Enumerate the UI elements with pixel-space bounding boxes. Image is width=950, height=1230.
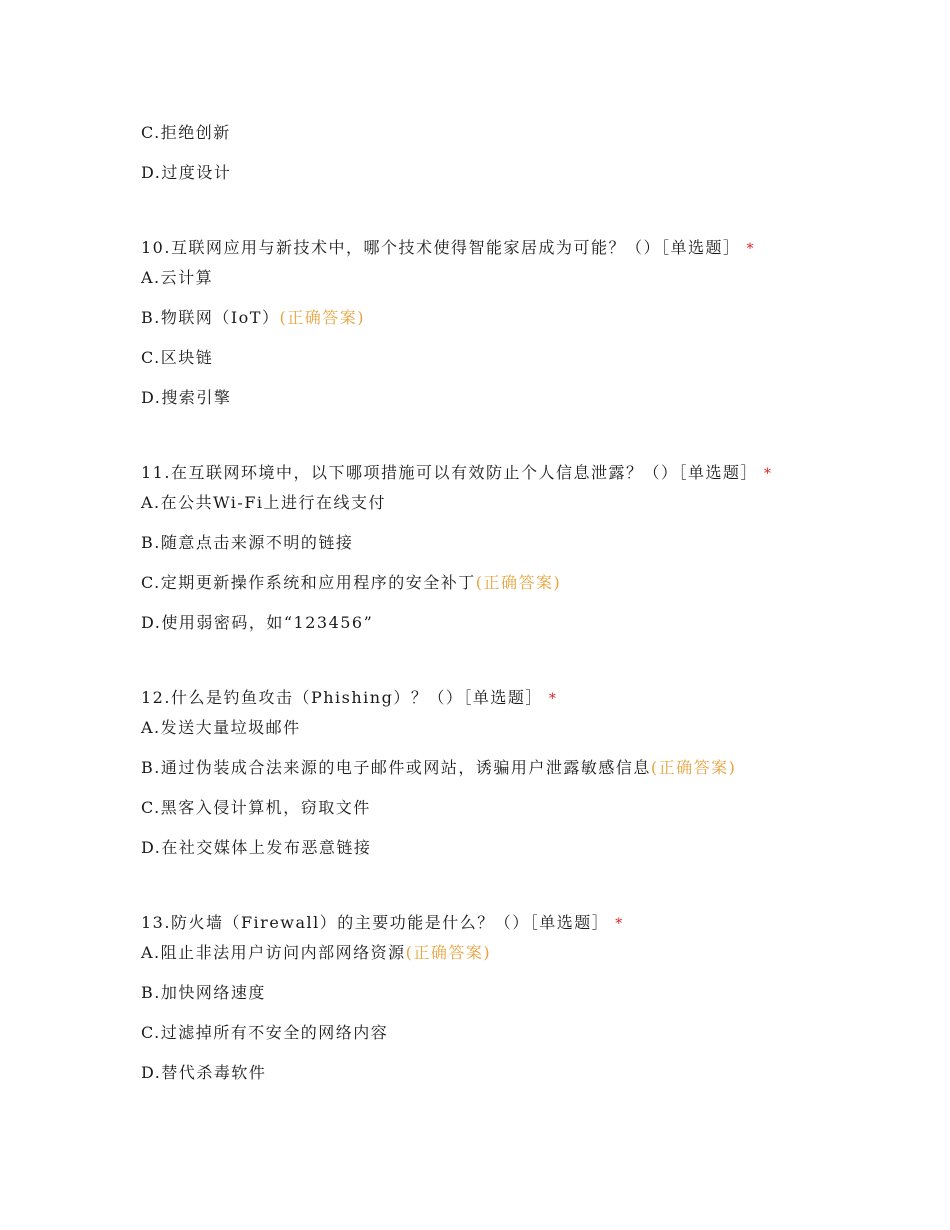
option-text: C.定期更新操作系统和应用程序的安全补丁 <box>141 573 476 592</box>
option-text: A.在公共Wi-Fi上进行在线支付 <box>141 493 387 512</box>
option-line <box>141 837 371 859</box>
required-marker: * <box>615 916 624 932</box>
required-marker: * <box>548 691 558 707</box>
question-text: 13.防火墙（Firewall）的主要功能是什么？（）［单选题］ <box>141 913 610 932</box>
option-text: C.区块链 <box>141 348 214 367</box>
option-line <box>141 717 301 739</box>
option-line <box>141 1022 388 1044</box>
option-text: C.过滤掉所有不安全的网络内容 <box>141 1023 389 1042</box>
option-text: B.通过伪装成合法来源的电子邮件或网站，诱骗用户泄露敏感信息 <box>141 758 651 777</box>
option-text: D.替代杀毒软件 <box>141 1063 267 1082</box>
question-title <box>141 462 772 485</box>
option-text: D.在社交媒体上发布恶意链接 <box>141 838 372 857</box>
option-line <box>141 347 213 369</box>
correct-answer-tag: (正确答案) <box>405 943 492 962</box>
question-text: 10.互联网应用与新技术中，哪个技术使得智能家居成为可能？（）［单选题］ <box>141 238 741 257</box>
option-line <box>141 572 561 594</box>
option-line <box>141 122 231 144</box>
option-line <box>141 492 386 514</box>
option-line <box>141 532 353 554</box>
correct-answer-tag: (正确答案) <box>475 573 562 592</box>
option-line <box>141 757 736 779</box>
option-text: D.使用弱密码，如“123456” <box>141 613 374 632</box>
option-line <box>141 307 365 329</box>
option-line <box>141 162 231 184</box>
required-marker: * <box>746 241 755 257</box>
question-title <box>141 687 557 710</box>
question-title <box>141 237 755 260</box>
option-text: B.物联网（IoT） <box>141 308 280 327</box>
option-text: A.发送大量垃圾邮件 <box>141 718 301 737</box>
option-line <box>141 1062 266 1084</box>
option-line <box>141 267 213 289</box>
option-text: D.过度设计 <box>141 163 232 182</box>
question-text: 12.什么是钓鱼攻击（Phishing）？（）［单选题］ <box>141 688 543 707</box>
question-text: 11.在互联网环境中，以下哪项措施可以有效防止个人信息泄露？（）［单选题］ <box>141 463 758 482</box>
option-text: A.云计算 <box>141 268 214 287</box>
option-line <box>141 387 231 409</box>
option-text: C.拒绝创新 <box>141 123 231 142</box>
option-line <box>141 612 373 634</box>
option-text: B.加快网络速度 <box>141 983 266 1002</box>
option-line <box>141 797 371 819</box>
correct-answer-tag: (正确答案) <box>279 308 365 327</box>
option-text: D.搜索引擎 <box>141 388 232 407</box>
required-marker: * <box>763 466 773 482</box>
correct-answer-tag: (正确答案) <box>650 758 737 777</box>
option-text: A.阻止非法用户访问内部网络资源 <box>141 943 406 962</box>
option-line <box>141 982 266 1004</box>
option-text: B.随意点击来源不明的链接 <box>141 533 354 552</box>
question-title <box>141 912 624 935</box>
option-line <box>141 942 491 964</box>
option-text: C.黑客入侵计算机，窃取文件 <box>141 798 371 817</box>
